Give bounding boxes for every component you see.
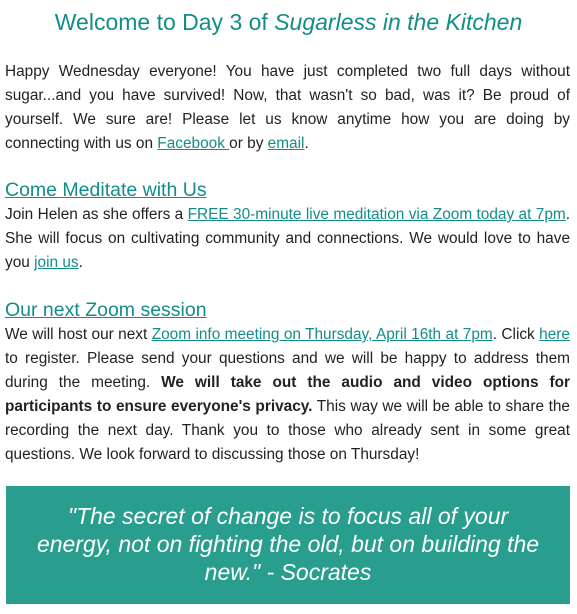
- register-here-link[interactable]: here: [539, 326, 570, 343]
- title-italic: Sugarless in the Kitchen: [274, 9, 523, 35]
- intro-text-2: or by: [229, 135, 268, 152]
- meditate-heading[interactable]: Come Meditate with Us: [5, 179, 207, 201]
- meditate-text-3: .: [78, 254, 83, 271]
- zoom-text-1: We will host our next: [5, 326, 152, 343]
- quote-line-3: new." - Socrates: [204, 559, 372, 585]
- email-link[interactable]: email: [267, 135, 305, 152]
- title-prefix: Welcome to Day 3 of: [54, 9, 275, 35]
- meditate-text-2: . She will focus on cultivating community and connections. We would love to have you: [5, 206, 570, 271]
- quote-box: [6, 486, 570, 604]
- free-meditation-link[interactable]: FREE 30-minute live meditation via Zoom today at 7pm: [187, 206, 566, 223]
- facebook-link[interactable]: Facebook: [157, 135, 230, 152]
- quote-line-1: "The secret of change is to focus all of your: [67, 503, 509, 529]
- zoom-paragraph: [5, 323, 570, 467]
- intro-text-3: .: [304, 135, 309, 152]
- intro-paragraph: [5, 60, 570, 156]
- privacy-note: We will take out the audio and video options for participants to ensure everyone's privacy.: [5, 374, 570, 415]
- meditate-text-1: Join Helen as she offers a: [5, 206, 188, 223]
- zoom-text-2: . Click: [492, 326, 540, 343]
- zoom-meeting-link[interactable]: Zoom info meeting on Thursday, April 16th at 7pm: [151, 326, 493, 343]
- quote-line-2: energy, not on fighting the old, but on building the: [36, 531, 540, 557]
- quote-text: [6, 502, 570, 586]
- join-us-link[interactable]: join us: [34, 254, 79, 271]
- meditate-paragraph: [5, 203, 570, 275]
- intro-text-1: Happy Wednesday everyone! You have just completed two full days without sugar...and you have survived! Now, that wasn't so bad, was it? Be proud of yourself. We sure are! Please let us know anytime how you are doing by connecting with us on: [5, 63, 570, 152]
- zoom-text-4: This way we will be able to share the recording the next day. Thank you to those who already sent in some great questions. We look forward to discussing those on Thursday!: [5, 398, 570, 463]
- zoom-text-3: to register. Please send your questions and we will be happy to address them during the meeting.: [5, 350, 570, 391]
- zoom-heading[interactable]: Our next Zoom session: [5, 299, 207, 321]
- page-title: [0, 8, 577, 36]
